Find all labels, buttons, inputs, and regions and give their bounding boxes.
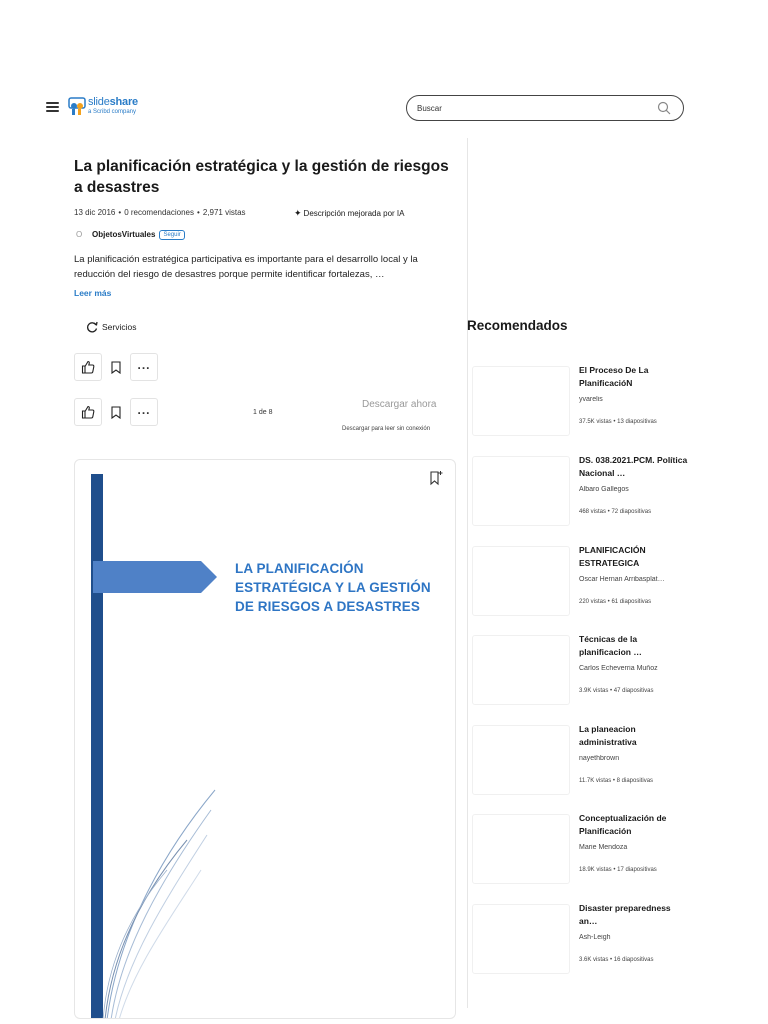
thumbs-up-icon [81, 360, 95, 374]
ellipsis-icon: ... [137, 358, 151, 372]
recommended-thumbnail[interactable] [472, 725, 570, 795]
recommended-author[interactable]: yvarelis [579, 396, 603, 403]
recommended-title[interactable]: PLANIFICACIÓN ESTRATEGICA [579, 545, 646, 568]
document-title: La planificación estratégica y la gestión de riesgos a desastres [74, 158, 449, 196]
recommended-thumbnail[interactable] [472, 904, 570, 974]
refresh-icon [86, 321, 98, 333]
recommended-item[interactable] [472, 723, 702, 797]
save-button[interactable] [102, 353, 130, 381]
more-options-button[interactable] [130, 398, 158, 426]
thumbs-up-icon [81, 405, 95, 419]
bookmark-add-icon[interactable] [429, 470, 443, 486]
author-name[interactable]: ObjetosVirtuales [92, 230, 156, 239]
recommended-stats: 18.9K vistas • 17 diapositivas [579, 867, 657, 873]
recommended-stats: 220 vistas • 61 diapositivas [579, 599, 652, 605]
action-bar-top [74, 353, 158, 381]
view-count: 2,971 vistas [202, 208, 246, 217]
logo-subtitle: a Scribd company [88, 109, 137, 115]
avatar: O [76, 230, 83, 239]
follow-button[interactable]: Seguir [159, 230, 184, 240]
recommended-stats: 468 vistas • 72 diapositivas [579, 509, 652, 515]
recommended-heading: Recomendados [467, 318, 568, 333]
author-row [76, 230, 185, 244]
sparkle-icon: ✦ [294, 208, 302, 218]
recommended-title[interactable]: La planeacion administrativa [579, 724, 637, 747]
recommended-author[interactable]: Ash-Leigh [579, 934, 611, 941]
recommended-item[interactable] [472, 364, 702, 438]
search-box[interactable] [406, 95, 684, 121]
hamburger-menu-icon[interactable] [46, 102, 59, 112]
action-bar-bottom [74, 398, 158, 426]
search-input[interactable] [417, 101, 637, 115]
recommended-item[interactable] [472, 902, 702, 976]
like-button[interactable] [74, 398, 102, 426]
recommendation-count: 0 recomendaciones [124, 208, 195, 217]
recommended-thumbnail[interactable] [472, 456, 570, 526]
recommended-title[interactable]: Disaster preparedness an… [579, 903, 671, 926]
recommended-author[interactable]: nayethbrown [579, 755, 620, 762]
logo-wordmark: slideshare [88, 96, 138, 108]
recommended-stats: 3.6K vistas • 16 diapositivas [579, 957, 654, 963]
slide-arrow-shape [93, 561, 217, 593]
document-meta: 13 dic 2016 • 0 recomendaciones • 2,971 vistas [74, 208, 246, 217]
slide-preview[interactable] [74, 459, 456, 1019]
recommended-stats: 37.5K vistas • 13 diapositivas [579, 419, 657, 425]
recommended-item[interactable] [472, 633, 702, 707]
document-description: La planificación estratégica participativa es importante para el desarrollo local y la reducción del riesgo de desastres porque permite identificar fortalezas, … [74, 254, 418, 280]
read-more-link[interactable]: Leer más [74, 288, 112, 298]
services-button[interactable]: Servicios [86, 321, 136, 333]
recommended-stats: 11.7K vistas • 8 diapositivas [579, 778, 654, 784]
recommended-author[interactable]: Albaro Gallegos [579, 486, 629, 493]
upload-date: 13 dic 2016 [74, 208, 116, 217]
slideshare-logo[interactable] [68, 96, 148, 120]
download-subtitle: Descargar para leer sin conexión [342, 426, 431, 432]
search-icon[interactable] [657, 101, 671, 115]
recommended-thumbnail[interactable] [472, 814, 570, 884]
top-header [0, 94, 768, 122]
recommended-title[interactable]: El Proceso De La PlanificacióN [579, 365, 649, 388]
like-button[interactable] [74, 353, 102, 381]
download-button[interactable]: Descargar ahora [362, 399, 437, 410]
recommended-author[interactable]: Oscar Hernan Arribasplat… [579, 576, 665, 583]
recommended-title[interactable]: Técnicas de la planificacion … [579, 634, 642, 657]
save-button[interactable] [102, 398, 130, 426]
slideshare-logo-icon [68, 97, 86, 117]
recommended-title[interactable]: Conceptualización de Planificación [579, 813, 667, 836]
slide-decorative-swirl [97, 780, 217, 1019]
bookmark-icon [111, 406, 121, 419]
ai-description-label: ✦ Descripción mejorada por IA [294, 208, 405, 218]
page-counter: 1 de 8 [253, 409, 273, 416]
recommended-author[interactable]: Carlos Echeverria Muñoz [579, 665, 658, 672]
recommended-item[interactable] [472, 544, 702, 618]
recommended-thumbnail[interactable] [472, 546, 570, 616]
recommended-item[interactable] [472, 454, 702, 528]
recommended-item[interactable] [472, 812, 702, 886]
recommended-author[interactable]: Marie Mendoza [579, 844, 628, 851]
more-options-button[interactable] [130, 353, 158, 381]
ellipsis-icon: ... [137, 403, 151, 417]
slide-title: LA PLANIFICACIÓN ESTRATÉGICA Y LA GESTIÓN DE RIESGOS A DESASTRES [235, 561, 431, 614]
recommended-title[interactable]: DS. 038.2021.PCM. Política Nacional … [579, 455, 688, 478]
column-divider [467, 138, 468, 1008]
recommended-stats: 3.9K vistas • 47 diapositivas [579, 688, 654, 694]
recommended-thumbnail[interactable] [472, 635, 570, 705]
recommended-thumbnail[interactable] [472, 366, 570, 436]
bookmark-icon [111, 361, 121, 374]
